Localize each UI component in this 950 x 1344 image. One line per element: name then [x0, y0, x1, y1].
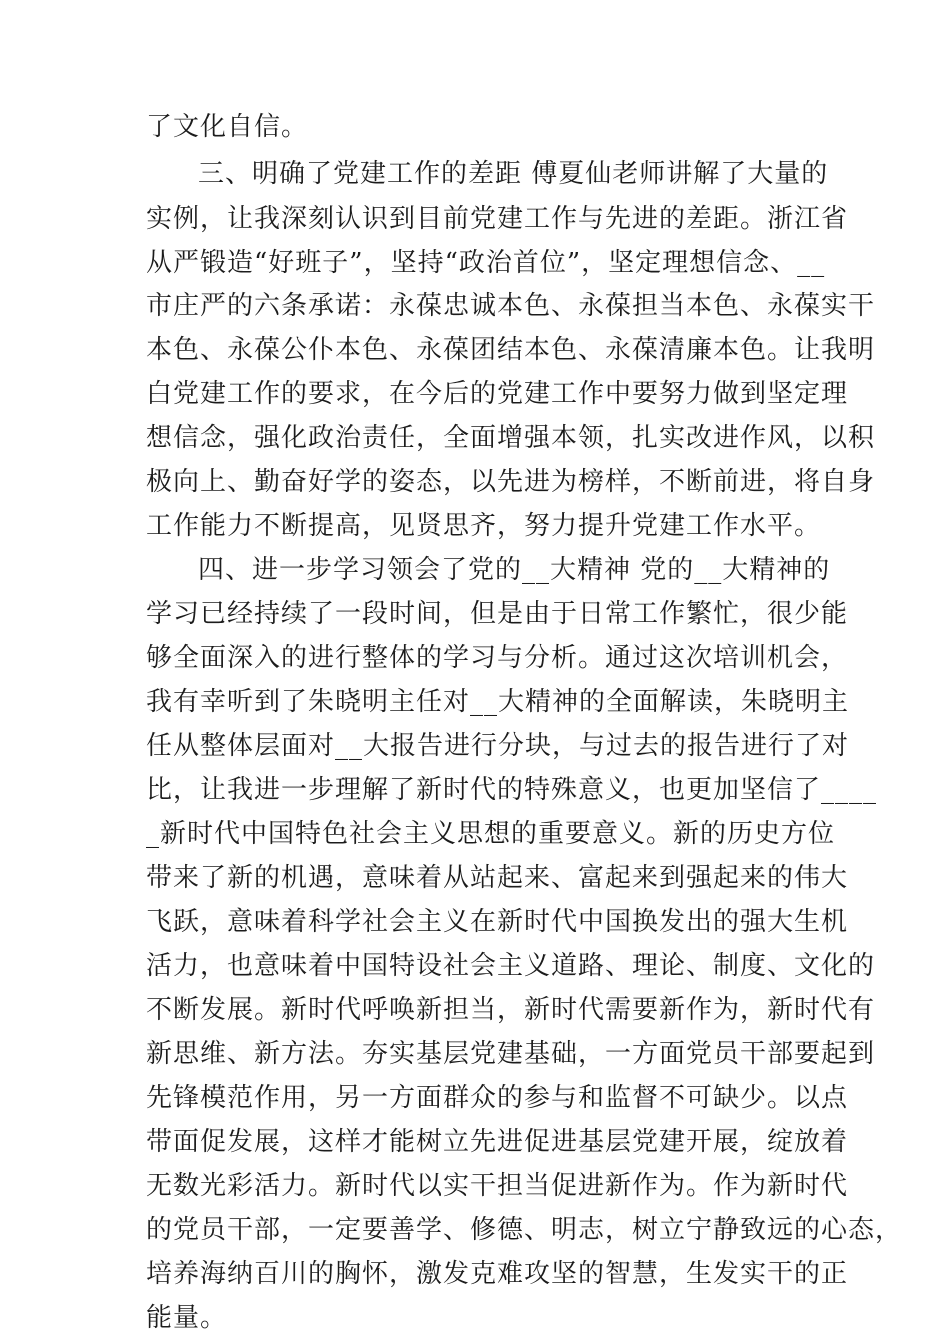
text-line: 实例，让我深刻认识到目前党建工作与先进的差距。浙江省	[146, 204, 849, 234]
text-line: 带来了新的机遇，意味着从站起来、富起来到强起来的伟大	[146, 863, 849, 893]
text-line: 从严锻造“好班子”，坚持“政治首位”，坚定理想信念、__	[146, 248, 826, 278]
text-line: 比，让我进一步理解了新时代的特殊意义，也更加坚信了____	[146, 775, 878, 805]
text-line: 的党员干部，一定要善学、修德、明志，树立宁静致远的心态，	[146, 1215, 903, 1245]
text-line: 先锋模范作用，另一方面群众的参与和监督不可缺少。以点	[146, 1083, 849, 1113]
text-line: 不断发展。新时代呼唤新担当，新时代需要新作为，新时代有	[146, 995, 876, 1025]
text-line: 我有幸听到了朱晓明主任对__大精神的全面解读，朱晓明主	[146, 687, 850, 717]
text-line: 本色、永葆公仆本色、永葆团结本色、永葆清廉本色。让我明	[146, 335, 876, 365]
text-line: 够全面深入的进行整体的学习与分析。通过这次培训机会，	[146, 643, 849, 673]
text-line: _新时代中国特色社会主义思想的重要意义。新的历史方位	[146, 819, 836, 849]
text-line: 飞跃，意味着科学社会主义在新时代中国换发出的强大生机	[146, 907, 849, 937]
text-line: 想信念，强化政治责任，全面增强本领，扎实改进作风，以积	[146, 423, 876, 453]
text-line: 工作能力不断提高，见贤思齐，努力提升党建工作水平。	[146, 511, 822, 541]
text-line: 市庄严的六条承诺：永葆忠诚本色、永葆担当本色、永葆实干	[146, 291, 876, 321]
text-line: 了文化自信。	[146, 112, 309, 142]
text-line: 极向上、勤奋好学的姿态，以先进为榜样，不断前进，将自身	[146, 467, 876, 497]
text-line: 能量。	[146, 1303, 228, 1333]
text-line: 学习已经持续了一段时间，但是由于日常工作繁忙，很少能	[146, 599, 849, 629]
text-line: 活力，也意味着中国特设社会主义道路、理论、制度、文化的	[146, 951, 876, 981]
text-line: 新思维、新方法。夯实基层党建基础，一方面党员干部要起到	[146, 1039, 876, 1069]
section-heading-3: 三、明确了党建工作的差距 傅夏仙老师讲解了大量的	[198, 159, 829, 189]
text-line: 培养海纳百川的胸怀，激发克难攻坚的智慧，生发实干的正	[146, 1259, 849, 1289]
text-line: 无数光彩活力。新时代以实干担当促进新作为。作为新时代	[146, 1171, 849, 1201]
text-line: 白党建工作的要求，在今后的党建工作中要努力做到坚定理	[146, 379, 849, 409]
text-line: 任从整体层面对__大报告进行分块，与过去的报告进行了对	[146, 731, 850, 761]
section-heading-4: 四、进一步学习领会了党的__大精神 党的__大精神的	[198, 555, 831, 585]
text-line: 带面促发展，这样才能树立先进促进基层党建开展，绽放着	[146, 1127, 849, 1157]
